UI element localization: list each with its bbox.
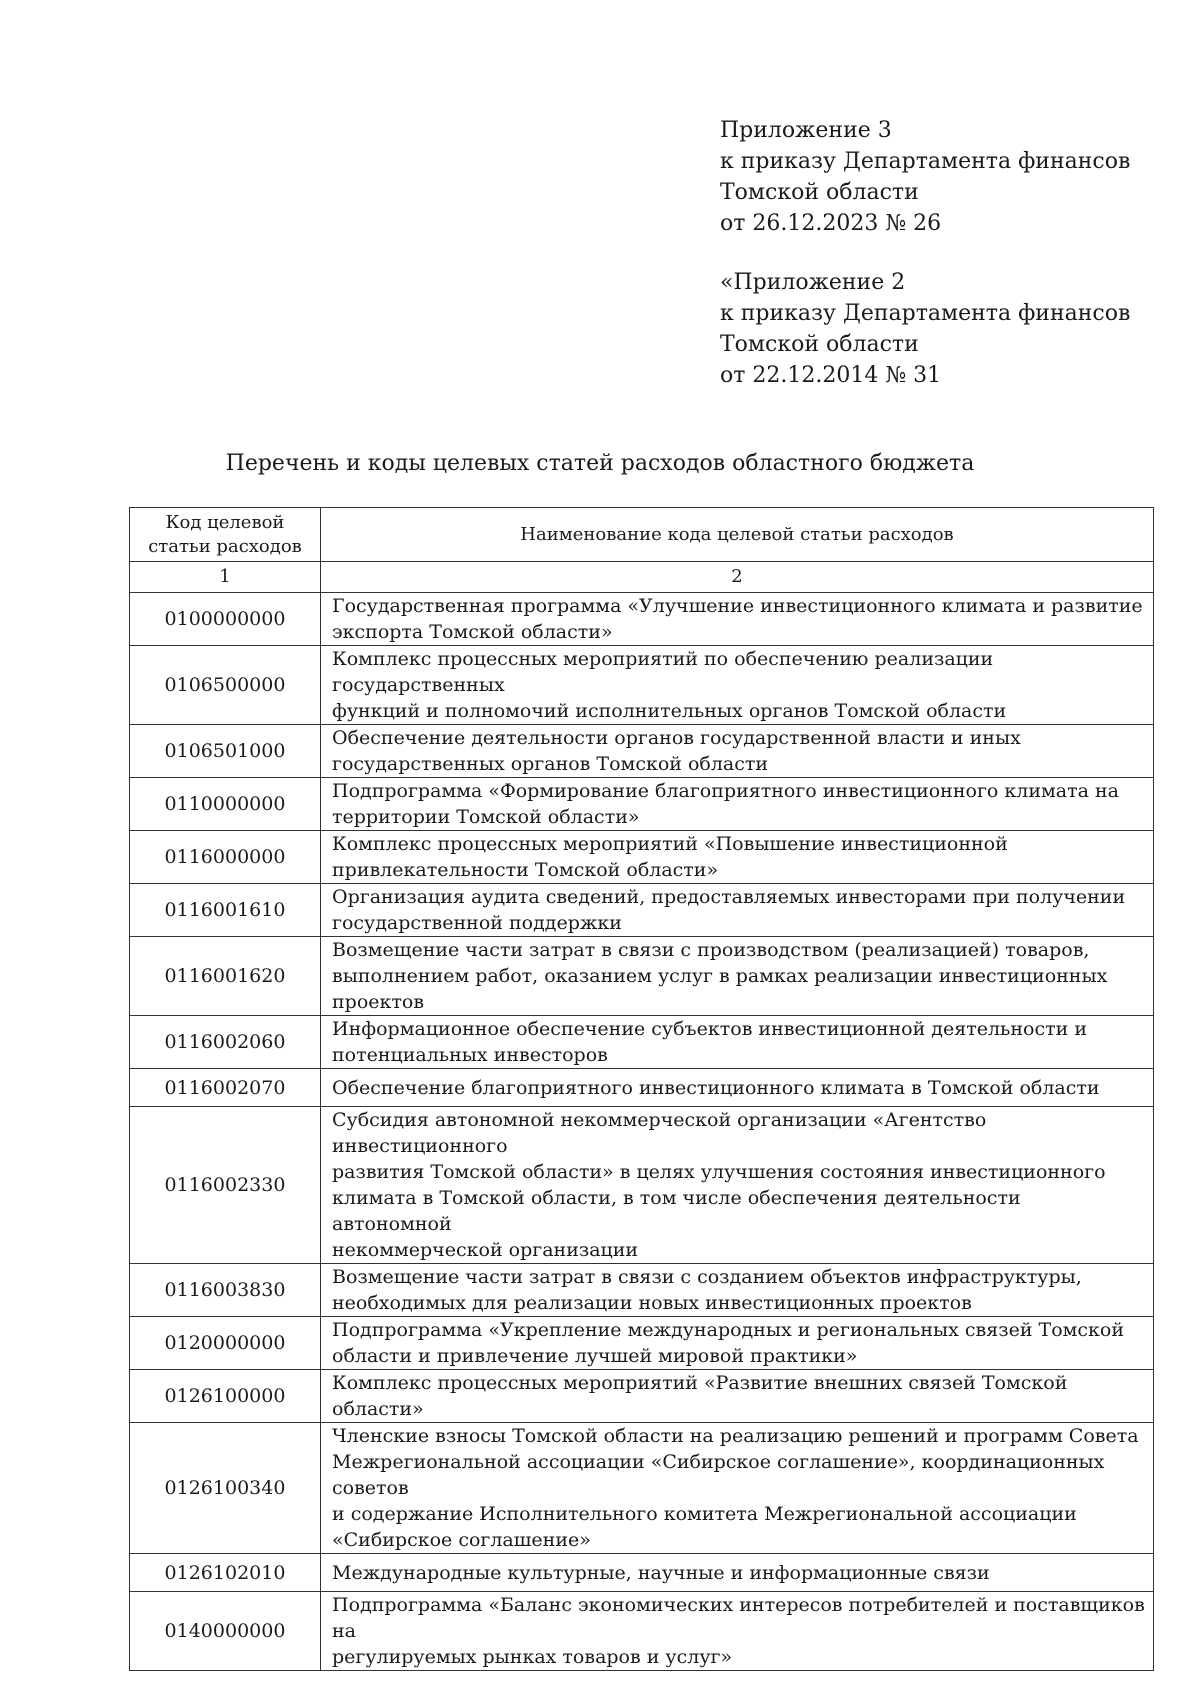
row-name-line: Обеспечение деятельности органов государственной власти и иных: [332, 727, 1021, 749]
row-code: 0126100340: [130, 1423, 321, 1554]
row-name-line: необходимых для реализации новых инвестиционных проектов: [332, 1292, 972, 1314]
row-name: [321, 646, 1154, 725]
table-row: [130, 1554, 1154, 1592]
row-name-line: Субсидия автономной некоммерческой организации «Агентство инвестиционного: [332, 1109, 987, 1157]
row-name-line: функций и полномочий исполнительных органов Томской области: [332, 700, 1007, 722]
row-code: 0126102010: [130, 1554, 321, 1592]
table-body: [130, 562, 1154, 1671]
row-code: 0106500000: [130, 646, 321, 725]
row-code: 0106501000: [130, 725, 321, 778]
row-name: [321, 1264, 1154, 1317]
row-code: 0116002070: [130, 1069, 321, 1107]
table-row: [130, 593, 1154, 646]
header-code-line-1: Код целевой: [165, 511, 285, 533]
table-row: [130, 646, 1154, 725]
row-name-line: Обеспечение благоприятного инвестиционного климата в Томской области: [332, 1076, 1100, 1099]
appendix-original-line-4: от 22.12.2014 № 31: [720, 363, 942, 388]
row-name-line: государственной поддержки: [332, 912, 622, 934]
row-name: [321, 1554, 1154, 1592]
row-code: 0126100000: [130, 1370, 321, 1423]
document-title: Перечень и коды целевых статей расходов областного бюджета: [225, 451, 975, 476]
row-name: [321, 1107, 1154, 1264]
row-name-line: территории Томской области»: [332, 806, 640, 828]
row-name: [321, 725, 1154, 778]
column-number-2: 2: [321, 562, 1154, 593]
table-row: [130, 884, 1154, 937]
row-name-line: и содержание Исполнительного комитета Межрегиональной ассоциации: [332, 1503, 1077, 1525]
column-number-row: [130, 562, 1154, 593]
appendix-current-line-3: Томской области: [720, 180, 919, 205]
row-name-line: Подпрограмма «Укрепление международных и региональных связей Томской: [332, 1319, 1125, 1341]
appendix-original-line-3: Томской области: [720, 332, 919, 357]
row-name-line: области и привлечение лучшей мировой практики»: [332, 1345, 858, 1367]
appendix-original-line-2: к приказу Департамента финансов: [720, 301, 1131, 326]
appendix-original-block: [720, 267, 1130, 391]
appendix-original-line-1: «Приложение 2: [720, 270, 906, 295]
table-row: [130, 778, 1154, 831]
row-name: [321, 1016, 1154, 1069]
row-name-line: регулируемых рынках товаров и услуг»: [332, 1646, 733, 1668]
row-name: [321, 1423, 1154, 1554]
appendix-current-line-4: от 26.12.2023 № 26: [720, 211, 942, 236]
row-name-line: Международные культурные, научные и информационные связи: [332, 1561, 990, 1584]
row-name-line: Информационное обеспечение субъектов инвестиционной деятельности и: [332, 1018, 1088, 1040]
row-code: 0100000000: [130, 593, 321, 646]
row-name-line: Государственная программа «Улучшение инвестиционного климата и развитие: [332, 595, 1143, 617]
table-row: [130, 1592, 1154, 1671]
row-name-line: государственных органов Томской области: [332, 753, 769, 775]
row-name-line: Подпрограмма «Формирование благоприятного инвестиционного климата на: [332, 780, 1119, 802]
row-name-line: экспорта Томской области»: [332, 621, 613, 643]
row-name-line: «Сибирское соглашение»: [332, 1529, 591, 1551]
table-row: [130, 725, 1154, 778]
appendix-current-line-2: к приказу Департамента финансов: [720, 149, 1131, 174]
appendix-current-line-1: Приложение 3: [720, 118, 892, 143]
column-number-1: 1: [130, 562, 321, 593]
row-code: 0116001610: [130, 884, 321, 937]
row-name-line: Комплекс процессных мероприятий «Развитие внешних связей Томской области»: [332, 1372, 1068, 1420]
row-name-line: Межрегиональной ассоциации «Сибирское соглашение», координационных советов: [332, 1451, 1105, 1499]
row-name: [321, 1069, 1154, 1107]
row-name-line: некоммерческой организации: [332, 1239, 639, 1261]
row-code: 0116003830: [130, 1264, 321, 1317]
row-name-line: развития Томской области» в целях улучшения состояния инвестиционного: [332, 1161, 1106, 1183]
table-row: [130, 1317, 1154, 1370]
table-row: [130, 1264, 1154, 1317]
table-row: [130, 1107, 1154, 1264]
row-name-line: Организация аудита сведений, предоставляемых инвесторами при получении: [332, 886, 1126, 908]
table-row: [130, 831, 1154, 884]
row-name-line: Возмещение части затрат в связи с созданием объектов инфраструктуры,: [332, 1266, 1082, 1288]
row-name-line: климата в Томской области, в том числе обеспечения деятельности автономной: [332, 1187, 1021, 1235]
row-name-line: выполнением работ, оказанием услуг в рамках реализации инвестиционных: [332, 965, 1108, 987]
row-code: 0116002330: [130, 1107, 321, 1264]
table-row: [130, 1423, 1154, 1554]
row-name-line: Комплекс процессных мероприятий «Повышение инвестиционной: [332, 833, 1008, 855]
row-name: [321, 937, 1154, 1016]
row-name-line: потенциальных инвесторов: [332, 1044, 608, 1066]
header-name-column: Наименование кода целевой статьи расходов: [321, 508, 1154, 562]
row-name: [321, 831, 1154, 884]
table-row: [130, 1370, 1154, 1423]
row-code: 0116000000: [130, 831, 321, 884]
table-row: [130, 937, 1154, 1016]
row-name-line: Членские взносы Томской области на реализацию решений и программ Совета: [332, 1425, 1139, 1447]
row-name-line: проектов: [332, 991, 425, 1013]
row-name-line: Возмещение части затрат в связи с производством (реализацией) товаров,: [332, 939, 1090, 961]
row-name-line: Комплекс процессных мероприятий по обеспечению реализации государственных: [332, 648, 994, 696]
header-code-column: [130, 508, 321, 562]
header-code-line-2: статьи расходов: [148, 535, 302, 557]
row-code: 0120000000: [130, 1317, 321, 1370]
row-name: [321, 778, 1154, 831]
row-name: [321, 593, 1154, 646]
row-code: 0140000000: [130, 1592, 321, 1671]
row-name-line: Подпрограмма «Баланс экономических интересов потребителей и поставщиков на: [332, 1594, 1145, 1642]
target-expense-codes-table: [129, 507, 1154, 1671]
row-name: [321, 1592, 1154, 1671]
row-name: [321, 884, 1154, 937]
row-name-line: привлекательности Томской области»: [332, 859, 719, 881]
row-code: 0116001620: [130, 937, 321, 1016]
appendix-current-block: [720, 115, 1130, 239]
table-row: [130, 1016, 1154, 1069]
row-code: 0110000000: [130, 778, 321, 831]
row-name: [321, 1317, 1154, 1370]
row-name: [321, 1370, 1154, 1423]
row-code: 0116002060: [130, 1016, 321, 1069]
table-header-row: [130, 508, 1154, 562]
table-row: [130, 1069, 1154, 1107]
